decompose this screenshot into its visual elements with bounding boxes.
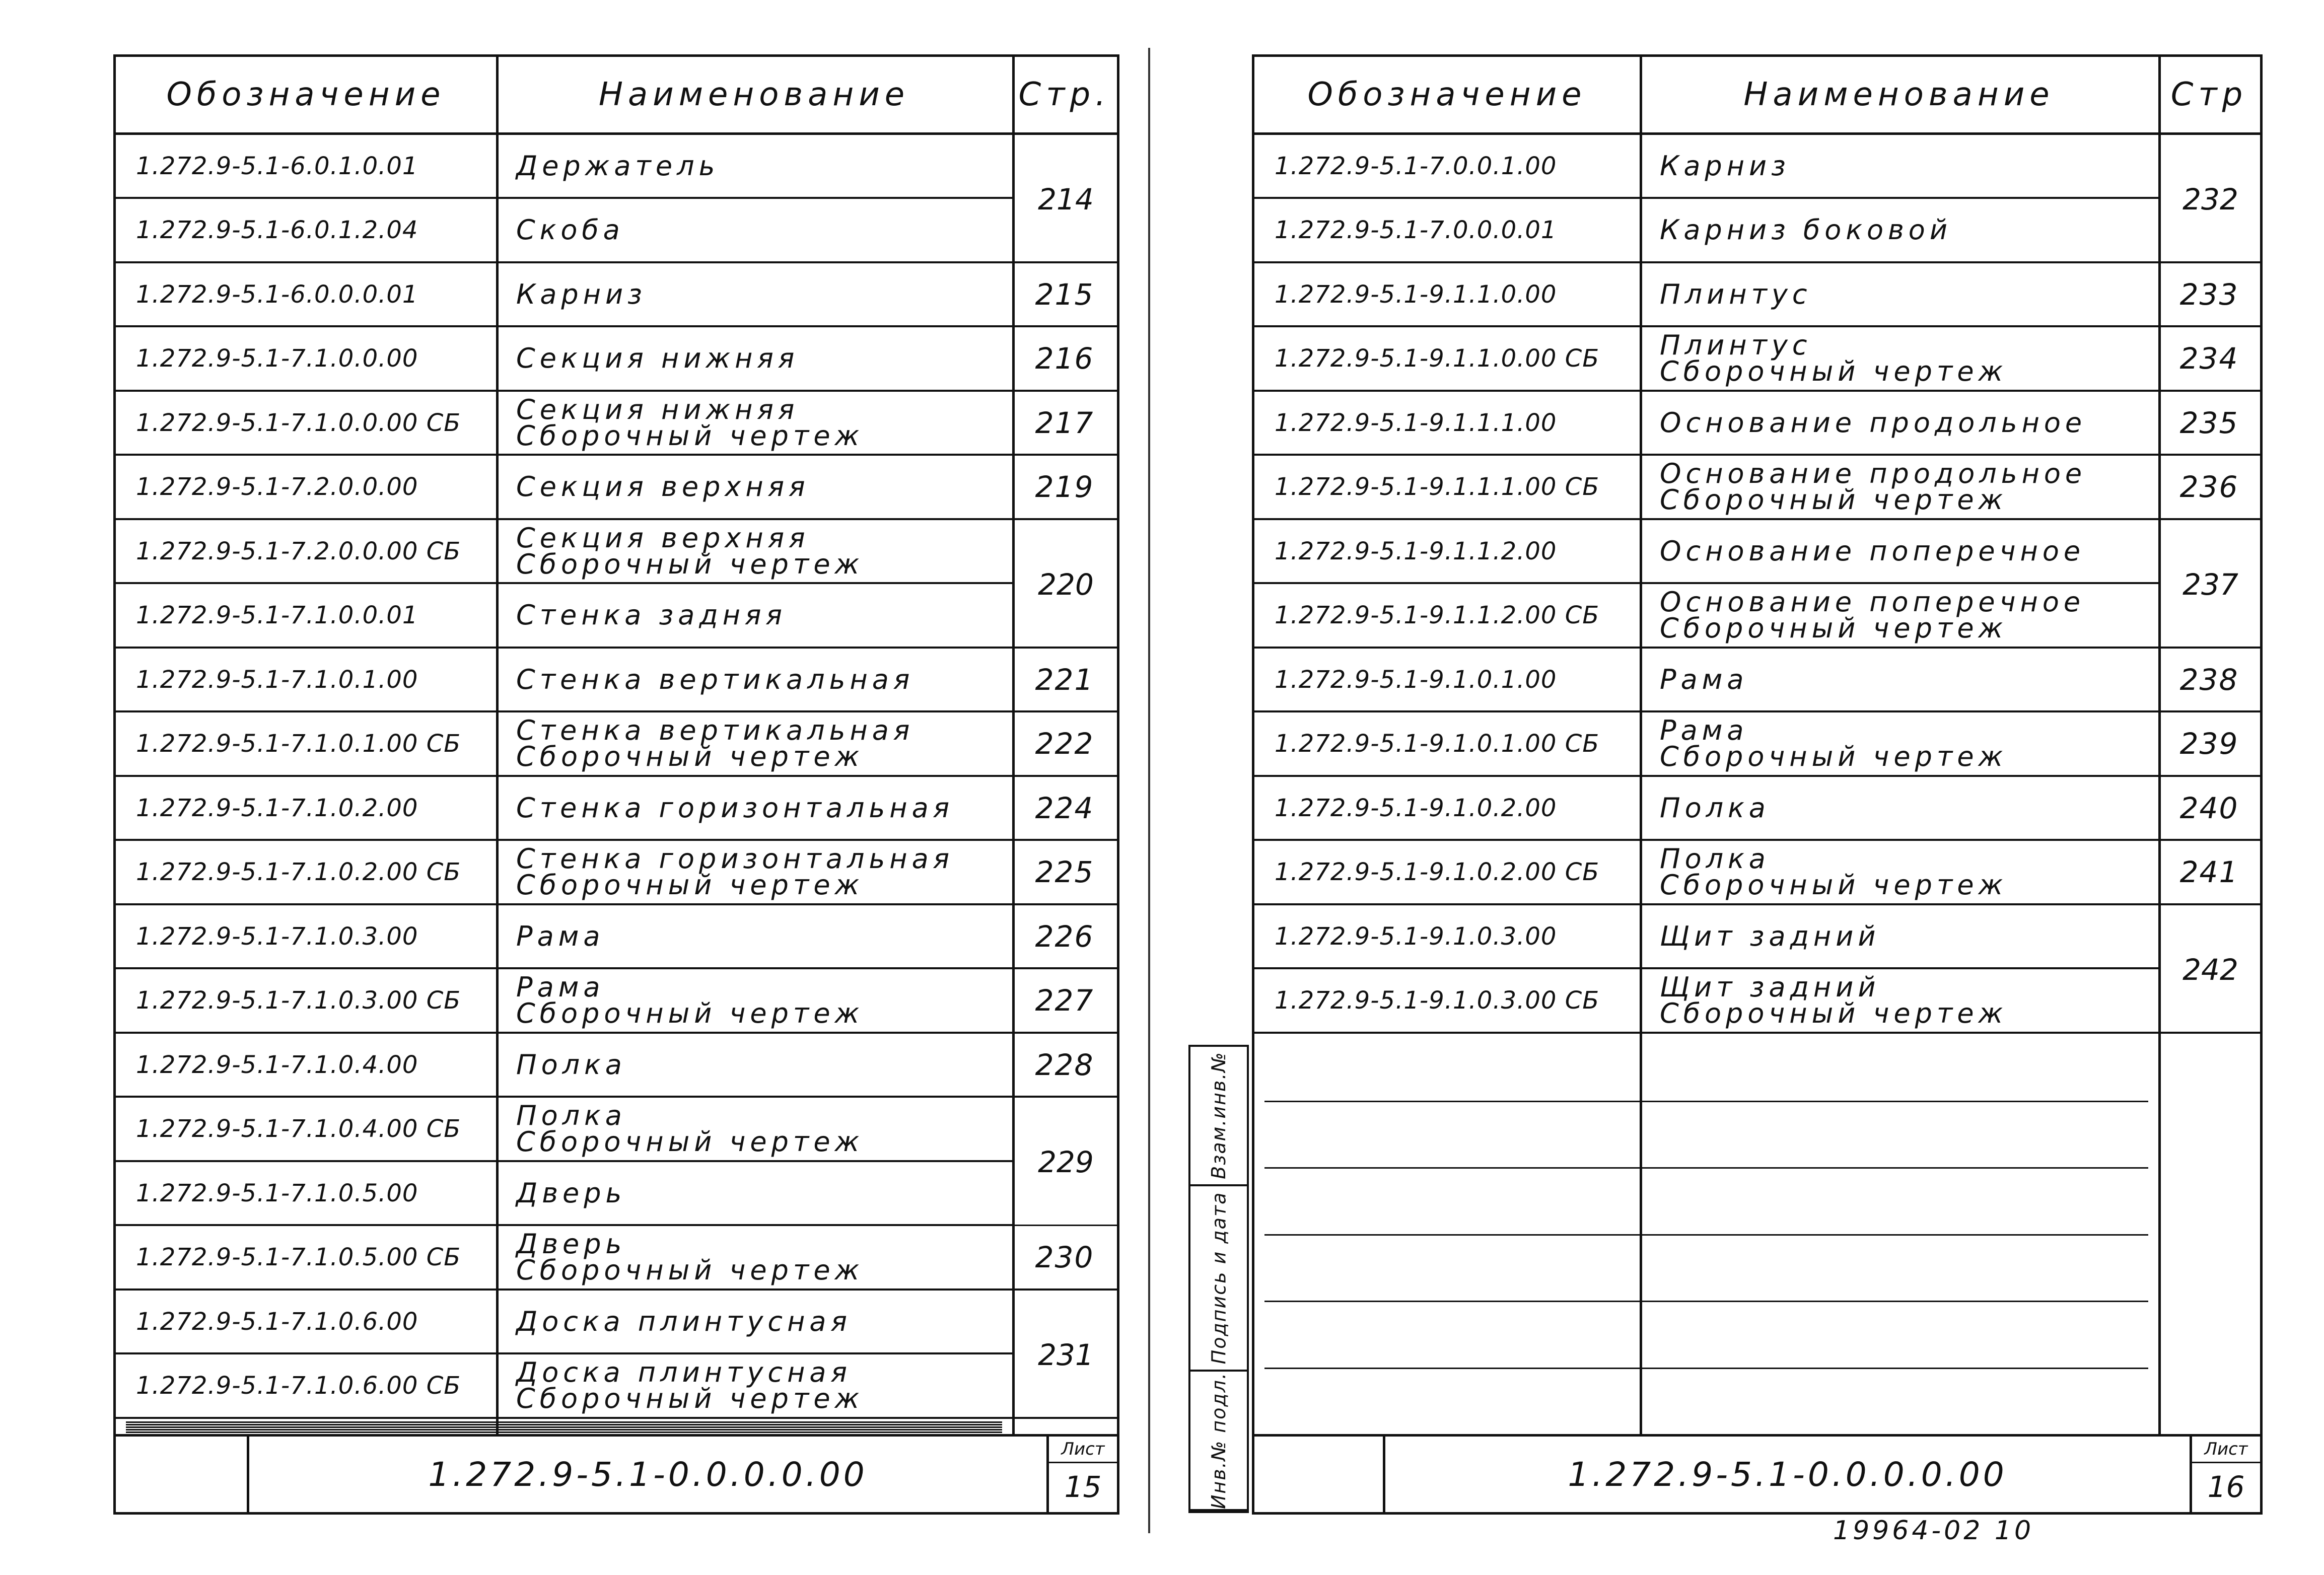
name-line: Сборочный чертеж <box>1660 355 2008 387</box>
name-line: Стенка горизонтальная <box>516 843 954 875</box>
name-line: Дверь <box>516 1177 626 1209</box>
name-line: Сборочный чертеж <box>516 997 864 1029</box>
name-line: Сборочный чертеж <box>1660 997 2008 1029</box>
designation-cell: 1.272.9-5.1-9.1.1.0.00 <box>1275 280 1557 309</box>
designation-cell: 1.272.9-5.1-7.1.0.0.00 СБ <box>136 408 461 437</box>
page-cell: 233 <box>2179 277 2239 312</box>
name-cell <box>496 713 1012 775</box>
name-cell <box>1640 135 2158 197</box>
designation-cell: 1.272.9-5.1-9.1.0.3.00 <box>1275 922 1557 951</box>
blank-row-line <box>126 1429 1002 1430</box>
table-row <box>116 841 1117 905</box>
table-row <box>116 713 1117 777</box>
table-row <box>1254 135 2260 199</box>
table-row <box>116 392 1117 456</box>
name-line: Скоба <box>516 214 624 246</box>
name-line: Основание поперечное <box>1660 586 2085 618</box>
table-row <box>1254 392 2260 456</box>
table-row <box>116 1291 1117 1354</box>
side-strip-cell <box>1190 1047 1247 1186</box>
designation-cell: 1.272.9-5.1-7.0.0.1.00 <box>1275 152 1557 180</box>
name-line: Сборочный чертеж <box>1660 484 2008 516</box>
document-number: 1.272.9-5.1-0.0.0.0.00 <box>428 1455 868 1494</box>
name-cell <box>1640 649 2158 710</box>
name-line: Сборочный чертеж <box>516 548 864 580</box>
name-line: Сборочный чертеж <box>1660 612 2008 644</box>
name-cell <box>1640 970 2158 1032</box>
name-cell <box>496 649 1012 710</box>
column-divider <box>2158 57 2161 1434</box>
name-line: Доска плинтусная <box>516 1305 852 1337</box>
name-line: Карниз <box>1660 150 1790 182</box>
page-cell: 240 <box>2179 791 2239 825</box>
name-cell <box>1640 392 2158 454</box>
name-cell <box>496 841 1012 903</box>
blank-row-line <box>1264 1234 2148 1236</box>
name-cell <box>496 905 1012 967</box>
page-cell: 230 <box>1035 1240 1094 1274</box>
name-line: Полка <box>1660 843 1770 875</box>
designation-cell: 1.272.9-5.1-6.0.1.2.04 <box>136 216 418 244</box>
name-cell <box>1640 199 2158 261</box>
designation-cell: 1.272.9-5.1-7.1.0.6.00 <box>136 1307 418 1336</box>
name-line: Плинтус <box>1660 278 1812 310</box>
document-number: 1.272.9-5.1-0.0.0.0.00 <box>1568 1455 2007 1494</box>
side-approval-strip <box>1188 1045 1249 1513</box>
left-sheet <box>113 54 1119 1515</box>
table-row <box>1254 585 2260 649</box>
name-cell <box>496 1355 1012 1417</box>
name-line: Сборочный чертеж <box>516 741 864 772</box>
table-row <box>1254 328 2260 392</box>
designation-cell: 1.272.9-5.1-7.2.0.0.00 СБ <box>136 537 461 565</box>
name-line: Держатель <box>516 150 720 182</box>
name-line: Стенка горизонтальная <box>516 792 954 824</box>
name-line: Секция нижняя <box>516 342 799 374</box>
page-cell: 236 <box>2179 470 2239 504</box>
name-line: Основание продольное <box>1660 406 2087 439</box>
designation-cell: 1.272.9-5.1-9.1.1.2.00 СБ <box>1275 601 1600 629</box>
name-line: Сборочный чертеж <box>1660 741 2008 772</box>
name-line: Полка <box>516 1100 626 1131</box>
name-line: Плинтус <box>1660 329 1812 361</box>
table-row <box>1254 905 2260 969</box>
table-row <box>1254 199 2260 263</box>
page-cell: 219 <box>1035 470 1094 504</box>
name-line: Доска плинтусная <box>516 1356 852 1388</box>
name-cell <box>496 1162 1012 1224</box>
name-line: Стенка задняя <box>516 599 787 631</box>
archive-code: 19964-02 10 <box>1833 1516 2034 1546</box>
name-line: Карниз <box>516 278 647 310</box>
sheet-number: 16 <box>2207 1470 2245 1504</box>
blank-row-line <box>126 1421 1002 1423</box>
sheet-label: Лист <box>2192 1437 2260 1463</box>
designation-cell: 1.272.9-5.1-9.1.1.0.00 СБ <box>1275 344 1600 373</box>
page-cell: 239 <box>2179 727 2239 761</box>
name-line: Секция верхняя <box>516 522 810 554</box>
header-page: Стр <box>2158 57 2260 135</box>
name-cell <box>1640 585 2158 647</box>
designation-cell: 1.272.9-5.1-9.1.1.2.00 <box>1275 537 1557 565</box>
table-row <box>1254 263 2260 327</box>
designation-cell: 1.272.9-5.1-7.1.0.2.00 СБ <box>136 858 461 886</box>
name-cell <box>496 328 1012 390</box>
table-row <box>116 135 1117 199</box>
designation-cell: 1.272.9-5.1-7.1.0.3.00 <box>136 922 418 951</box>
designation-cell: 1.272.9-5.1-7.0.0.0.01 <box>1275 216 1557 244</box>
table-row <box>1254 649 2260 712</box>
name-line: Сборочный чертеж <box>516 1254 864 1286</box>
name-line: Сборочный чертеж <box>516 419 864 452</box>
page-cell: 226 <box>1035 919 1094 954</box>
designation-cell: 1.272.9-5.1-7.1.0.0.00 <box>136 344 418 373</box>
name-line: Карниз боковой <box>1660 214 1952 246</box>
name-line: Сборочный чертеж <box>516 1126 864 1158</box>
page-cell: 222 <box>1035 727 1094 761</box>
header-name: Наименование <box>1640 57 2158 135</box>
header-designation: Обозначение <box>116 57 496 135</box>
page-cell: 221 <box>1035 662 1094 697</box>
designation-cell: 1.272.9-5.1-9.1.1.1.00 <box>1275 408 1557 437</box>
sheet-fold-line <box>1148 48 1150 1533</box>
page-cell-merged: 237 <box>2161 522 2260 647</box>
name-cell <box>1640 841 2158 903</box>
name-cell <box>496 585 1012 647</box>
name-cell <box>496 135 1012 197</box>
name-line: Полка <box>1660 792 1770 824</box>
table-row <box>116 199 1117 263</box>
table-row <box>1254 777 2260 841</box>
name-cell <box>1640 905 2158 967</box>
page-cell: 234 <box>2179 341 2239 376</box>
sheet-label: Лист <box>1049 1437 1117 1463</box>
name-line: Дверь <box>516 1228 626 1260</box>
designation-cell: 1.272.9-5.1-7.2.0.0.00 <box>136 473 418 501</box>
page-cell: 225 <box>1035 855 1094 889</box>
page-cell-merged: 229 <box>1015 1100 1117 1225</box>
column-divider <box>1640 57 1642 1434</box>
designation-cell: 1.272.9-5.1-9.1.0.2.00 <box>1275 794 1557 822</box>
blank-row-line <box>1264 1301 2148 1302</box>
page-cell-merged: 231 <box>1015 1293 1117 1417</box>
table-row <box>116 649 1117 712</box>
table-row <box>116 970 1117 1034</box>
table-row <box>1254 841 2260 905</box>
name-line: Щит задний <box>1660 920 1880 952</box>
side-strip-cell <box>1190 1372 1247 1511</box>
name-cell <box>496 456 1012 518</box>
title-block <box>1254 1434 2260 1512</box>
name-cell <box>496 970 1012 1032</box>
designation-cell: 1.272.9-5.1-9.1.1.1.00 СБ <box>1275 473 1600 501</box>
table-row <box>116 1162 1117 1226</box>
header-designation: Обозначение <box>1254 57 1640 135</box>
table-row <box>116 1227 1117 1291</box>
name-line: Стенка вертикальная <box>516 663 914 695</box>
name-line: Рама <box>516 971 605 1003</box>
side-strip-label: Подпись и дата <box>1208 1191 1230 1365</box>
column-divider <box>496 57 499 1434</box>
page-cell-merged: 220 <box>1015 522 1117 647</box>
sheet-number-box <box>2190 1437 2260 1512</box>
table-row <box>116 1034 1117 1098</box>
designation-cell: 1.272.9-5.1-7.1.0.5.00 <box>136 1179 418 1207</box>
page-cell: 216 <box>1035 341 1094 376</box>
column-divider <box>1012 57 1015 1434</box>
page-cell: 227 <box>1035 983 1094 1018</box>
name-line: Сборочный чертеж <box>516 869 864 901</box>
designation-cell: 1.272.9-5.1-7.1.0.0.01 <box>136 601 418 629</box>
name-cell <box>496 1098 1012 1160</box>
table-row <box>1254 713 2260 777</box>
designation-cell: 1.272.9-5.1-7.1.0.3.00 СБ <box>136 986 461 1015</box>
blank-row-line <box>1264 1368 2148 1369</box>
designation-cell: 1.272.9-5.1-7.1.0.6.00 СБ <box>136 1372 461 1400</box>
table-row <box>116 777 1117 841</box>
name-cell <box>1640 328 2158 390</box>
table-row <box>116 1355 1117 1419</box>
side-strip-label: Взам.инв.№ <box>1208 1051 1230 1180</box>
designation-cell: 1.272.9-5.1-7.1.0.5.00 СБ <box>136 1243 461 1271</box>
name-cell <box>496 1291 1012 1352</box>
name-line: Основание продольное <box>1660 458 2087 489</box>
header-page: Стр. <box>1012 57 1117 135</box>
page-cell: 217 <box>1035 405 1094 440</box>
name-cell <box>496 199 1012 261</box>
name-cell <box>496 1227 1012 1288</box>
designation-cell: 1.272.9-5.1-6.0.1.0.01 <box>136 152 418 180</box>
page-cell-merged: 232 <box>2161 137 2260 261</box>
sheet-number: 15 <box>1064 1470 1102 1504</box>
name-line: Основание поперечное <box>1660 535 2085 567</box>
page-cell: 238 <box>2179 662 2239 697</box>
table-row <box>116 520 1117 584</box>
name-line: Сборочный чертеж <box>1660 869 2008 901</box>
name-line: Щит задний <box>1660 971 1880 1003</box>
table-row <box>1254 520 2260 584</box>
name-line: Полка <box>516 1048 626 1081</box>
blank-row-line <box>126 1424 1002 1425</box>
designation-cell: 1.272.9-5.1-7.1.0.1.00 <box>136 665 418 694</box>
title-block <box>116 1434 1117 1512</box>
name-cell <box>496 1034 1012 1096</box>
page-cell: 228 <box>1035 1047 1094 1082</box>
side-strip-label: Инв.№ подл. <box>1208 1372 1230 1509</box>
table-row <box>116 1098 1117 1162</box>
designation-cell: 1.272.9-5.1-9.1.0.2.00 СБ <box>1275 858 1600 886</box>
blank-row-line <box>1264 1167 2148 1169</box>
table-row <box>116 905 1117 969</box>
name-line: Секция верхняя <box>516 471 810 503</box>
name-cell <box>1640 520 2158 582</box>
name-cell <box>496 777 1012 839</box>
blank-row-line <box>126 1426 1002 1428</box>
name-line: Рама <box>1660 714 1748 746</box>
name-line: Стенка вертикальная <box>516 714 914 746</box>
name-line: Рама <box>1660 663 1748 695</box>
name-cell <box>496 392 1012 454</box>
designation-cell: 1.272.9-5.1-9.1.0.1.00 <box>1275 665 1557 694</box>
page-cell: 241 <box>2179 855 2239 889</box>
side-strip-cell <box>1190 1186 1247 1372</box>
table-row <box>116 585 1117 649</box>
blank-row-line <box>1264 1101 2148 1102</box>
name-cell <box>496 520 1012 582</box>
page-cell: 215 <box>1035 277 1094 312</box>
page-cell: 235 <box>2179 405 2239 440</box>
name-cell <box>1640 456 2158 518</box>
table-row <box>116 328 1117 392</box>
name-line: Рама <box>516 920 605 952</box>
page-cell-merged: 242 <box>2161 907 2260 1032</box>
page-cell: 224 <box>1035 791 1094 825</box>
name-line: Сборочный чертеж <box>516 1383 864 1414</box>
sheet-number-box <box>1046 1437 1117 1512</box>
right-sheet <box>1252 54 2263 1515</box>
header-name: Наименование <box>496 57 1012 135</box>
name-cell <box>1640 713 2158 775</box>
table-row <box>116 456 1117 520</box>
name-cell <box>496 263 1012 325</box>
table-row <box>1254 970 2260 1034</box>
blank-row-line <box>126 1431 1002 1433</box>
designation-cell: 1.272.9-5.1-7.1.0.4.00 <box>136 1050 418 1079</box>
name-cell <box>1640 777 2158 839</box>
name-cell <box>1640 263 2158 325</box>
designation-cell: 1.272.9-5.1-7.1.0.1.00 СБ <box>136 730 461 758</box>
designation-cell: 1.272.9-5.1-7.1.0.2.00 <box>136 794 418 822</box>
table-row <box>1254 456 2260 520</box>
designation-cell: 1.272.9-5.1-6.0.0.0.01 <box>136 280 418 309</box>
designation-cell: 1.272.9-5.1-9.1.0.3.00 СБ <box>1275 986 1600 1015</box>
name-line: Секция нижняя <box>516 393 799 425</box>
designation-cell: 1.272.9-5.1-9.1.0.1.00 СБ <box>1275 730 1600 758</box>
designation-cell: 1.272.9-5.1-7.1.0.4.00 СБ <box>136 1115 461 1143</box>
table-row <box>116 263 1117 327</box>
page-cell-merged: 214 <box>1015 137 1117 261</box>
